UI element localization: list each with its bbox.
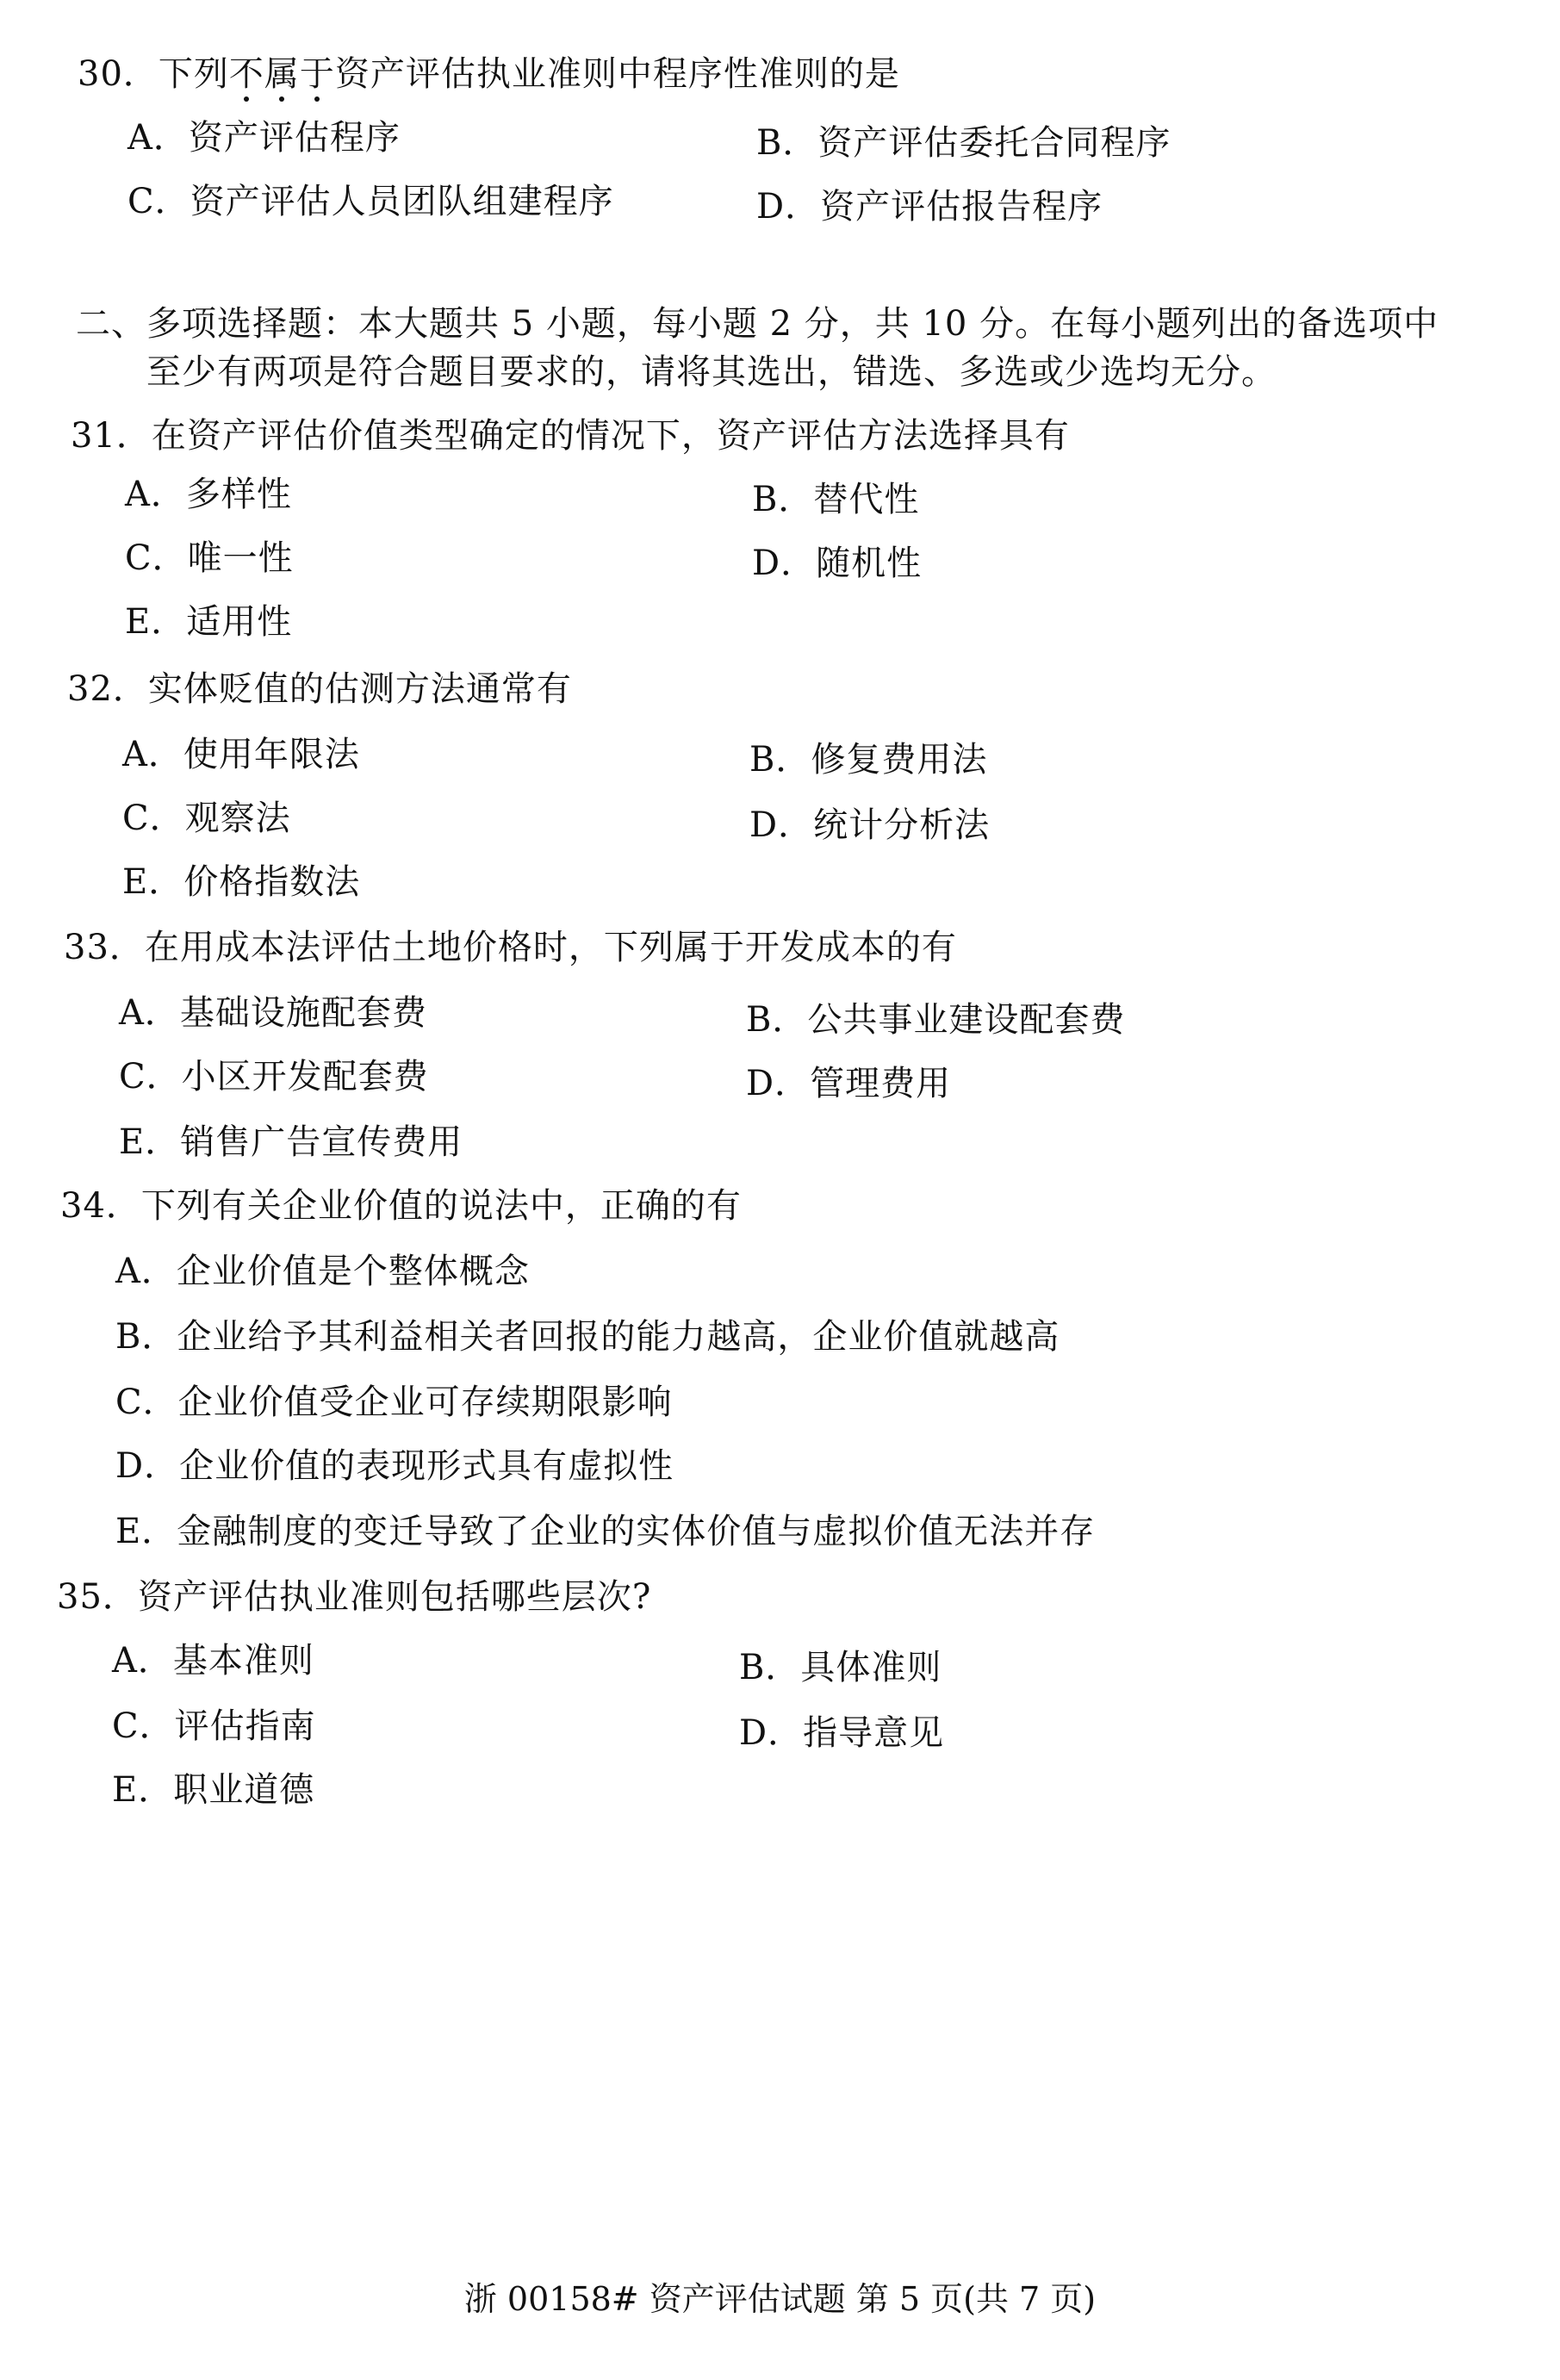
q33-option-d: D．管理费用	[746, 1064, 952, 1103]
section2-instructions-line2: 至少有两项是符合题目要求的，请将其选出，错选、多选或少选均无分。	[146, 352, 1277, 392]
q33-option-e: E．销售广告宣传费用	[119, 1122, 463, 1162]
page-footer: 浙 00158# 资产评估试题 第 5 页(共 7 页)	[463, 2280, 1097, 2318]
q35-option-d: D．指导意见	[739, 1713, 945, 1753]
q32-option-b: B．修复费用法	[749, 740, 988, 780]
q34-option-b: B．企业给予其利益相关者回报的能力越高，企业价值就越高	[115, 1317, 1060, 1357]
q30-emphasis-char-1: 不	[228, 54, 264, 94]
q31-option-c: C．唯一性	[125, 538, 294, 578]
q32-option-e: E．价格指数法	[122, 862, 361, 902]
q30-emphasis-char-3: 于	[299, 54, 335, 94]
q30-option-c: C．资产评估人员团队组建程序	[127, 182, 614, 221]
q31-option-a: A．多样性	[125, 475, 292, 514]
q33-stem: 33．在用成本法评估土地价格时，下列属于开发成本的有	[64, 928, 957, 967]
q34-option-a: A．企业价值是个整体概念	[115, 1252, 530, 1291]
q30-option-a: A．资产评估程序	[127, 118, 401, 158]
q32-option-c: C．观察法	[122, 799, 291, 838]
q34-option-c: C．企业价值受企业可存续期限影响	[115, 1383, 673, 1422]
q30-option-b: B．资产评估委托合同程序	[756, 123, 1172, 163]
q33-option-b: B．公共事业建设配套费	[746, 1000, 1126, 1040]
q30-emphasis-char-2: 属	[264, 54, 300, 94]
section2-instructions-line1: 二、多项选择题：本大题共 5 小题，每小题 2 分，共 10 分。在每小题列出的备选项中	[76, 304, 1439, 344]
q30-option-d: D．资产评估报告程序	[756, 187, 1103, 227]
q34-option-d: D．企业价值的表现形式具有虚拟性	[115, 1446, 674, 1486]
q30-stem-after: 资产评估执业准则中程序性准则的是	[334, 54, 900, 94]
q35-option-b: B．具体准则	[739, 1648, 942, 1687]
q33-option-c: C．小区开发配套费	[119, 1057, 429, 1097]
q30-stem-before: 30．下列	[78, 54, 229, 94]
q34-option-e: E．金融制度的变迁导致了企业的实体价值与虚拟价值无法并存	[115, 1512, 1096, 1551]
q35-option-e: E．职业道德	[112, 1770, 315, 1810]
q35-option-c: C．评估指南	[112, 1706, 316, 1746]
q30-stem	[78, 53, 900, 95]
q35-stem: 35．资产评估执业准则包括哪些层次?	[57, 1577, 652, 1617]
q31-option-b: B．替代性	[752, 480, 920, 519]
q32-stem: 32．实体贬值的估测方法通常有	[67, 669, 572, 709]
q34-stem: 34．下列有关企业价值的说法中，正确的有	[60, 1186, 742, 1226]
q32-option-a: A．使用年限法	[122, 735, 360, 774]
q31-stem: 31．在资产评估价值类型确定的情况下，资产评估方法选择具有	[71, 416, 1070, 456]
q31-option-d: D．随机性	[752, 544, 923, 583]
q31-option-e: E．适用性	[125, 602, 293, 642]
q32-option-d: D．统计分析法	[749, 805, 991, 845]
q35-option-a: A．基本准则	[112, 1641, 314, 1681]
q33-option-a: A．基础设施配套费	[119, 993, 427, 1033]
